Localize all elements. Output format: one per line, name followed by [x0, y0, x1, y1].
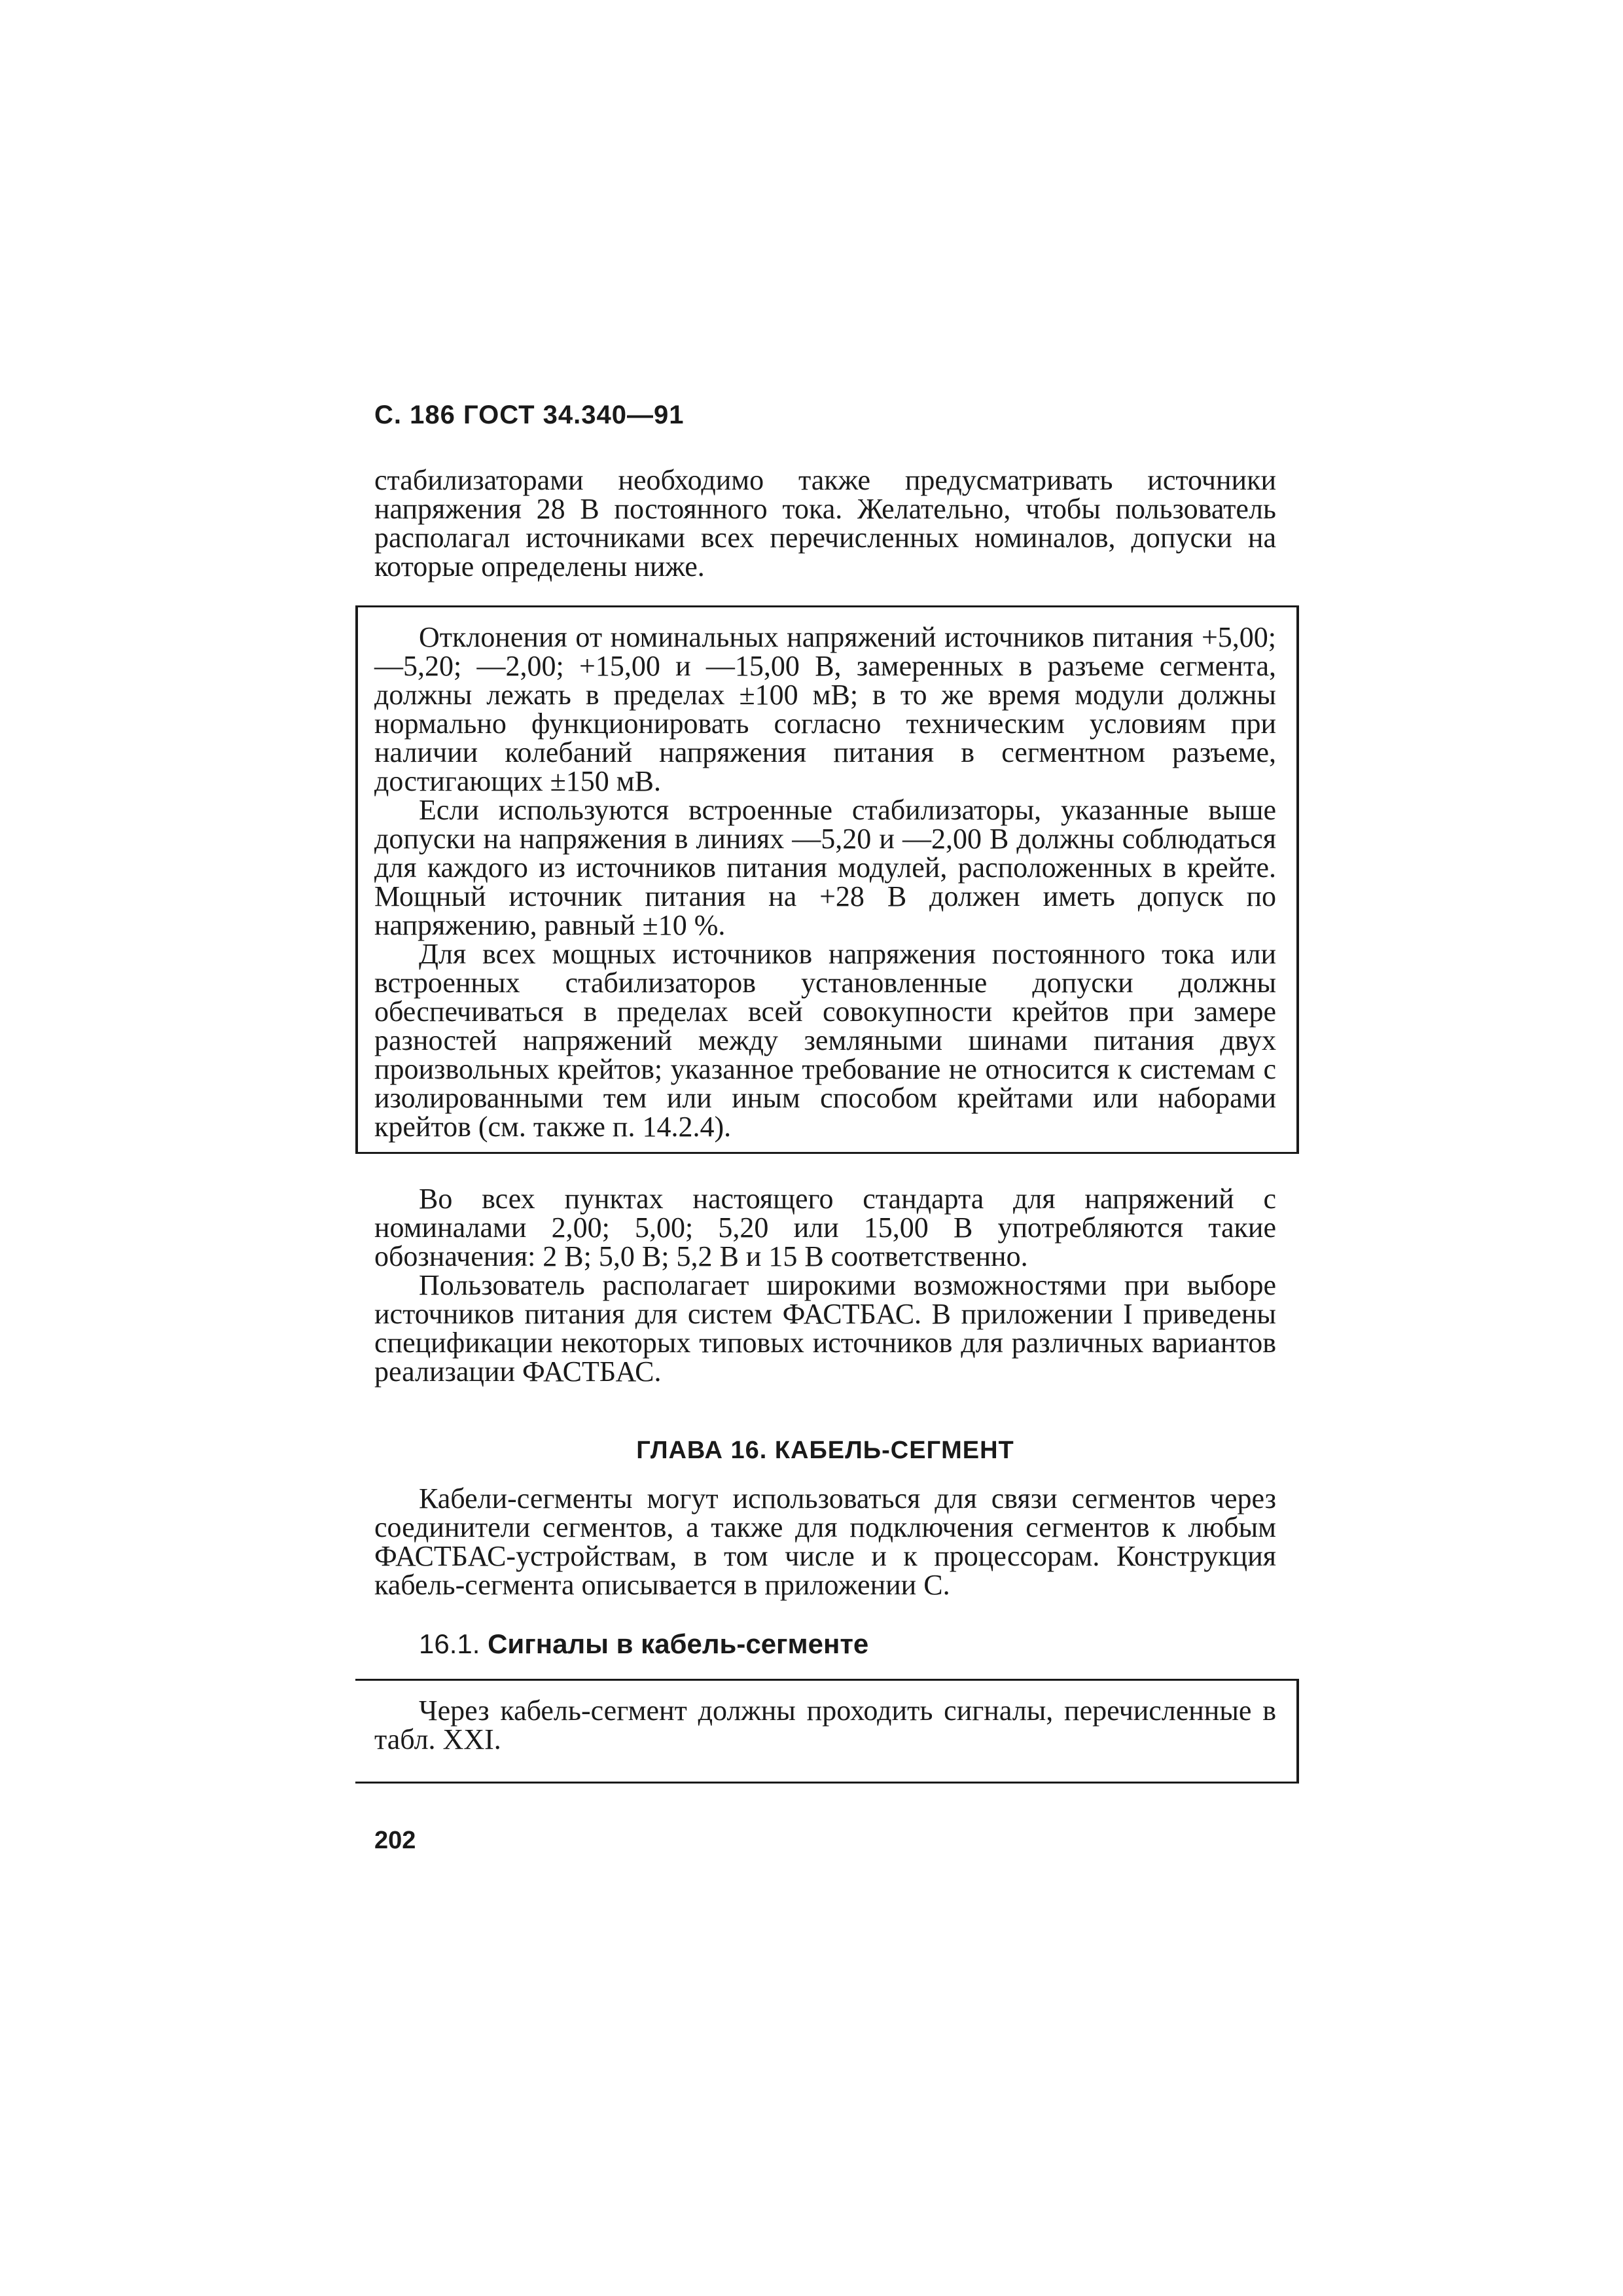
chapter-paragraph: Кабели-сегменты могут использоваться для связи сегментов через соединители сегментов, а также для подключения сегментов к любым ФАСТБАС-устройствам, в том числе и к процессорам. Конструкция кабель-сегмента описывается в приложении С. — [374, 1482, 1276, 1601]
middle-text — [374, 1185, 1276, 1386]
section-title: Сигналы в кабель-сегменте — [488, 1628, 869, 1659]
intro-paragraph-block — [374, 466, 1276, 581]
page-number: 202 — [374, 1827, 416, 1854]
box1-paragraph-3: Для всех мощных источников напряжения постоянного тока или встроенных стабилизаторов установленные допуски должны обеспечиваться в пределах всей совокупности крейтов при замере разностей напряжений между земляными шинами питания двух произвольных крейтов; указанное требование не относится к системам с изолированными тем или иным способом крейтами или наборами крейтов (см. также п. 14.2.4). — [374, 938, 1276, 1143]
box1-paragraph-1: Отклонения от номинальных напряжений источников питания +5,00; —5,20; —2,00; +15,00 и —15,00 В, замеренных в разъеме сегмента, должны лежать в пределах ±100 мВ; в то же время модули должны нормально функционировать согласно техническим условиям при наличии колебаний напряжения питания в сегментном разъеме, достигающих ±150 мВ. — [374, 621, 1276, 797]
box2-right-rule — [1296, 1679, 1299, 1784]
box2-text — [374, 1696, 1276, 1754]
section-number: 16.1. — [419, 1628, 480, 1659]
chapter-body — [374, 1484, 1276, 1600]
box1-text — [374, 623, 1276, 1141]
box1-paragraph-2: Если используются встроенные стабилизаторы, указанные выше допуски на напряжения в линиях —5,20 и —2,00 В должны соблюдаться для каждого из источников питания модулей, расположенных в крейте. Мощный источник питания на +28 В должен иметь допуск по напряжению, равный ±10 %. — [374, 794, 1276, 941]
middle-paragraph-2: Пользователь располагает широкими возможностями при выборе источников питания для систем ФАСТБАС. В приложении I приведены спецификации некоторых типовых источников для различных вариантов реализации ФАСТБАС. — [374, 1269, 1276, 1388]
box1-top-rule — [355, 605, 1299, 607]
middle-paragraph-1: Во всех пунктах настоящего стандарта для напряжений с номиналами 2,00; 5,00; 5,20 или 15,00 В употребляются такие обозначения: 2 В; 5,0 В; 5,2 В и 15 В соответственно. — [374, 1183, 1276, 1272]
box1-right-rule — [1296, 605, 1299, 1154]
intro-paragraph: стабилизаторами необходимо также предусматривать источники напряжения 28 В постоянного тока. Желательно, чтобы пользователь располагал источниками всех перечисленных номиналов, допуски на которые определены ниже. — [374, 464, 1276, 583]
box1-bottom-rule — [355, 1152, 1299, 1154]
box1-left-rule — [355, 605, 358, 1154]
section-heading — [419, 1628, 868, 1660]
box2-top-rule — [355, 1679, 1299, 1681]
box2-bottom-rule — [355, 1782, 1299, 1784]
running-header: С. 186 ГОСТ 34.340—91 — [374, 401, 685, 429]
chapter-heading: ГЛАВА 16. КАБЕЛЬ-СЕГМЕНТ — [636, 1437, 1014, 1464]
box2-paragraph: Через кабель-сегмент должны проходить сигналы, перечисленные в табл. XXI. — [374, 1695, 1276, 1755]
